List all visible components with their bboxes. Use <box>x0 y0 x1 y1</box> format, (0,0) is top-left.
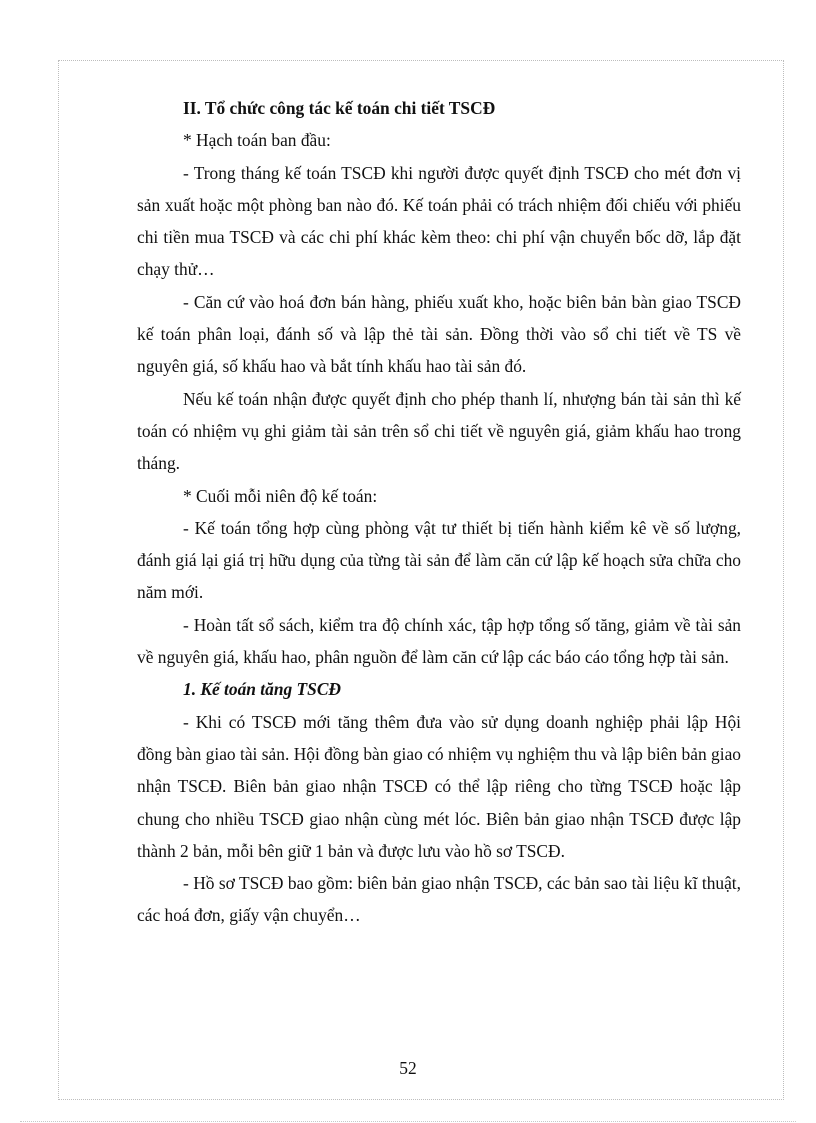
paragraph: - Kế toán tổng hợp cùng phòng vật tư thiết bị tiến hành kiểm kê về số lượng, đánh giá lại giá trị hữu dụng của từng tài sản để làm căn cứ lập kế hoạch sửa chữa cho năm mới. <box>137 517 741 603</box>
paragraph: * Hạch toán ban đầu: <box>183 130 331 151</box>
paragraph: - Căn cứ vào hoá đơn bán hàng, phiếu xuất kho, hoặc biên bản bàn giao TSCĐ kế toán phân loại, đánh số và lập thẻ tài sản. Đồng thời vào sổ chi tiết về TS về nguyên giá, số khấu hao và bắt tính khấu hao tài sản đó. <box>137 291 741 377</box>
document-body <box>137 92 741 932</box>
paragraph: - Hoàn tất sổ sách, kiểm tra độ chính xác, tập hợp tổng số tăng, giảm về tài sản về nguyên giá, khấu hao, phân nguồn để làm căn cứ lập các báo cáo tổng hợp tài sản. <box>137 614 741 668</box>
paragraph: * Cuối mỗi niên độ kế toán: <box>183 485 378 506</box>
page-number: 52 <box>399 1058 417 1078</box>
footer-divider <box>20 1121 796 1122</box>
paragraph: - Hồ sơ TSCĐ bao gồm: biên bản giao nhận TSCĐ, các bản sao tài liệu kĩ thuật, các hoá đơn, giấy vận chuyển… <box>137 873 741 926</box>
section-heading: II. Tổ chức công tác kế toán chi tiết TSCĐ <box>183 98 496 118</box>
paragraph: Nếu kế toán nhận được quyết định cho phép thanh lí, nhượng bán tài sản thì kế toán có nhiệm vụ ghi giảm tài sản trên sổ chi tiết về nguyên giá, giảm khấu hao trong tháng. <box>137 388 741 474</box>
subsection-heading: 1. Kế toán tăng TSCĐ <box>183 679 341 700</box>
paragraph: - Khi có TSCĐ mới tăng thêm đưa vào sử dụng doanh nghiệp phải lập Hội đồng bàn giao tài sản. Hội đồng bàn giao có nhiệm vụ nghiệm thu và lập biên bản giao nhận TSCĐ. Biên bản giao nhận TSCĐ có thể lập riêng cho từng TSCĐ hoặc lập chung cho nhiều TSCĐ giao nhận cùng mét lóc. Biên bản giao nhận TSCĐ được lập thành 2 bản, mỗi bên giữ 1 bản và được lưu vào hồ sơ TSCĐ. <box>137 711 741 861</box>
paragraph: - Trong tháng kế toán TSCĐ khi người được quyết định TSCĐ cho mét đơn vị sản xuất hoặc một phòng ban nào đó. Kế toán phải có trách nhiệm đối chiếu với phiếu chi tiền mua TSCĐ và các chi phí khác kèm theo: chi phí vận chuyển bốc dỡ, lắp đặt chạy thử… <box>137 162 741 280</box>
